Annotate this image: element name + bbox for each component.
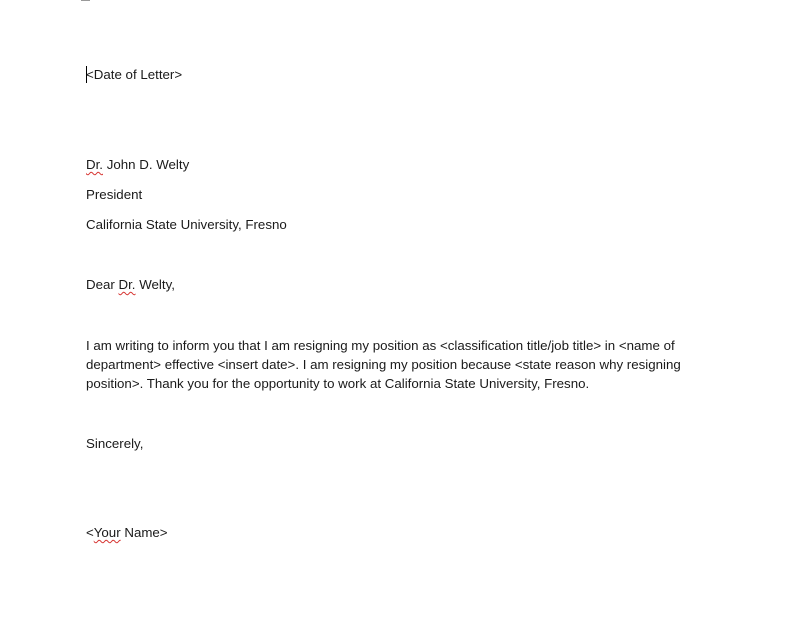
- signature-open: <: [86, 525, 94, 540]
- spellcheck-word-dr[interactable]: Dr.: [86, 157, 103, 172]
- spellcheck-word-your[interactable]: Your: [93, 525, 121, 540]
- body-line-3[interactable]: position>. Thank you for the opportunity to work at California State University, Fresno.: [86, 376, 590, 391]
- recipient-name-line[interactable]: [86, 155, 189, 174]
- signature-line[interactable]: [86, 523, 168, 542]
- salutation-prefix: Dear: [86, 277, 119, 292]
- body-line-1[interactable]: I am writing to inform you that I am resigning my position as <classification title/job title> in <name of: [86, 338, 675, 353]
- salutation-line[interactable]: [86, 275, 175, 294]
- recipient-name-text: John D. Welty: [103, 157, 190, 172]
- page-corner-mark: [81, 0, 90, 1]
- date-line[interactable]: <Date of Letter>: [86, 67, 183, 82]
- signature-rest: Name>: [120, 525, 168, 540]
- recipient-position-line[interactable]: President: [86, 187, 143, 202]
- closing-line[interactable]: Sincerely,: [86, 436, 144, 451]
- spellcheck-word-dr-salutation[interactable]: Dr.: [118, 277, 136, 292]
- body-line-2[interactable]: department> effective <insert date>. I am resigning my position because <state reason why resigning: [86, 357, 681, 372]
- recipient-organization-line[interactable]: California State University, Fresno: [86, 217, 287, 232]
- salutation-suffix: Welty,: [135, 277, 175, 292]
